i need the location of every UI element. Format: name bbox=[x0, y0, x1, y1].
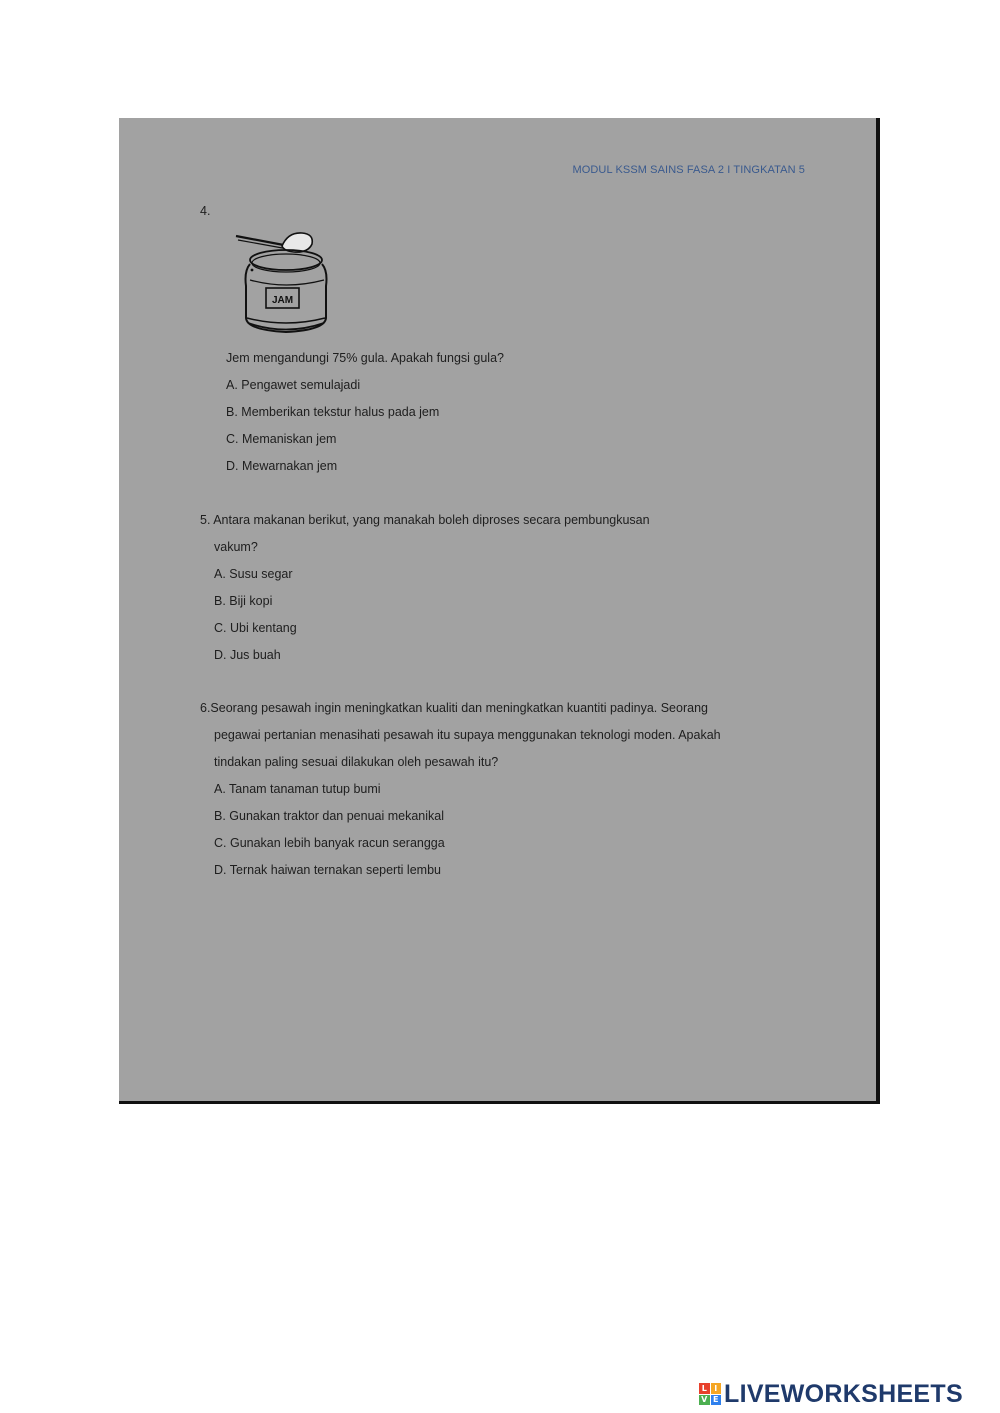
liveworksheets-logo[interactable] bbox=[699, 1379, 963, 1409]
worksheet-page bbox=[119, 118, 880, 1104]
question-4-option-a: A. Pengawet semulajadi bbox=[226, 378, 361, 392]
logo-mark-letter-v: V bbox=[699, 1395, 710, 1406]
question-5-option-d: D. Jus buah bbox=[214, 648, 281, 662]
question-5-option-c: C. Ubi kentang bbox=[214, 621, 297, 635]
jam-jar-icon bbox=[234, 226, 334, 341]
jar-label-text: JAM bbox=[271, 295, 294, 306]
question-6-text-line-3: tindakan paling sesuai dilakukan oleh pesawah itu? bbox=[214, 755, 499, 769]
question-5-text-line-2: vakum? bbox=[214, 540, 258, 554]
logo-mark-letter-l: L bbox=[699, 1383, 710, 1394]
question-5-option-a: A. Susu segar bbox=[214, 567, 293, 581]
question-4-text: Jem mengandungi 75% gula. Apakah fungsi gula? bbox=[226, 351, 504, 365]
question-5-option-b: B. Biji kopi bbox=[214, 594, 273, 608]
question-4-number: 4. bbox=[200, 204, 211, 218]
liveworksheets-logo-text: LIVEWORKSHEETS bbox=[724, 1379, 963, 1408]
liveworksheets-logo-icon bbox=[699, 1383, 721, 1405]
question-5-text-line-1: 5. Antara makanan berikut, yang manakah boleh diproses secara pembungkusan bbox=[200, 513, 650, 527]
question-4-option-b: B. Memberikan tekstur halus pada jem bbox=[226, 405, 440, 419]
question-6-option-a: A. Tanam tanaman tutup bumi bbox=[214, 782, 381, 796]
question-6-option-b: B. Gunakan traktor dan penuai mekanikal bbox=[214, 809, 444, 823]
question-6-text-line-1: 6.Seorang pesawah ingin meningkatkan kualiti dan meningkatkan kuantiti padinya. Seorang bbox=[200, 701, 708, 715]
logo-mark-letter-i: I bbox=[711, 1383, 722, 1394]
question-6-option-d: D. Ternak haiwan ternakan seperti lembu bbox=[214, 863, 441, 877]
question-4-option-d: D. Mewarnakan jem bbox=[226, 459, 338, 473]
logo-mark-letter-e: E bbox=[711, 1395, 722, 1406]
question-6-option-c: C. Gunakan lebih banyak racun serangga bbox=[214, 836, 445, 850]
question-4-option-c: C. Memaniskan jem bbox=[226, 432, 337, 446]
question-6-text-line-2: pegawai pertanian menasihati pesawah itu supaya menggunakan teknologi moden. Apakah bbox=[214, 728, 721, 742]
module-header: MODUL KSSM SAINS FASA 2 I TINGKATAN 5 bbox=[572, 164, 805, 176]
